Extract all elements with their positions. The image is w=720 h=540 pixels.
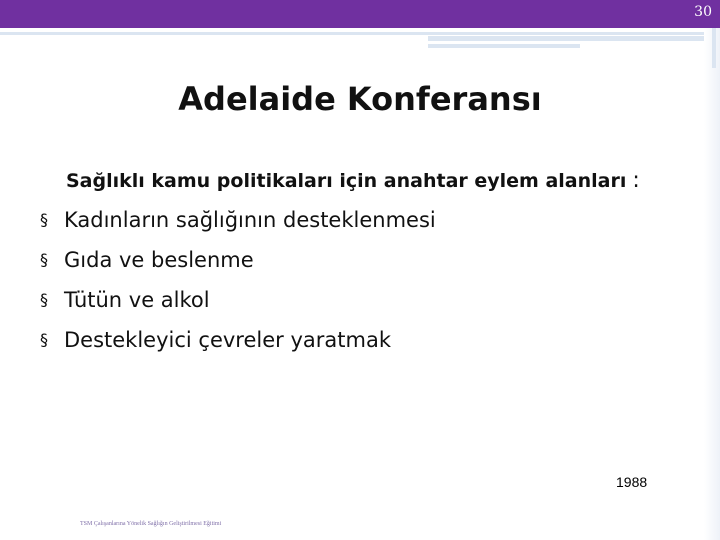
subheading (38, 162, 698, 200)
accent-line (0, 32, 704, 35)
bullet-item (38, 280, 698, 320)
slide-number: 30 (694, 4, 712, 20)
bullet-text: Destekleyici çevreler yaratmak (64, 328, 391, 352)
bullet-text: Tütün ve alkol (64, 288, 210, 312)
bullet-item (38, 240, 698, 280)
bullet-item (38, 320, 698, 360)
section-sign-icon: § (40, 330, 48, 349)
subheading-text: Sağlıklı kamu politikaları için anahtar eylem alanları (66, 170, 627, 192)
section-sign-icon: § (40, 250, 48, 269)
slide-title: Adelaide Konferansı (178, 80, 542, 118)
bullet-list (38, 200, 698, 360)
bullet-text: Gıda ve beslenme (64, 248, 254, 272)
subheading-colon: : (632, 168, 640, 193)
slide-content (38, 162, 698, 360)
year-label: 1988 (616, 474, 648, 490)
top-bar (0, 0, 720, 28)
accent-block (428, 36, 704, 41)
right-accent-bar (712, 28, 716, 68)
bullet-item (38, 200, 698, 240)
accent-block-short (428, 44, 580, 48)
bullet-text: Kadınların sağlığının desteklenmesi (64, 208, 436, 232)
footer-text: TSM Çalışanlarına Yönelik Sağlığın Geliştirilmesi Eğitimi (80, 521, 222, 527)
section-sign-icon: § (40, 290, 48, 309)
section-sign-icon: § (40, 210, 48, 229)
